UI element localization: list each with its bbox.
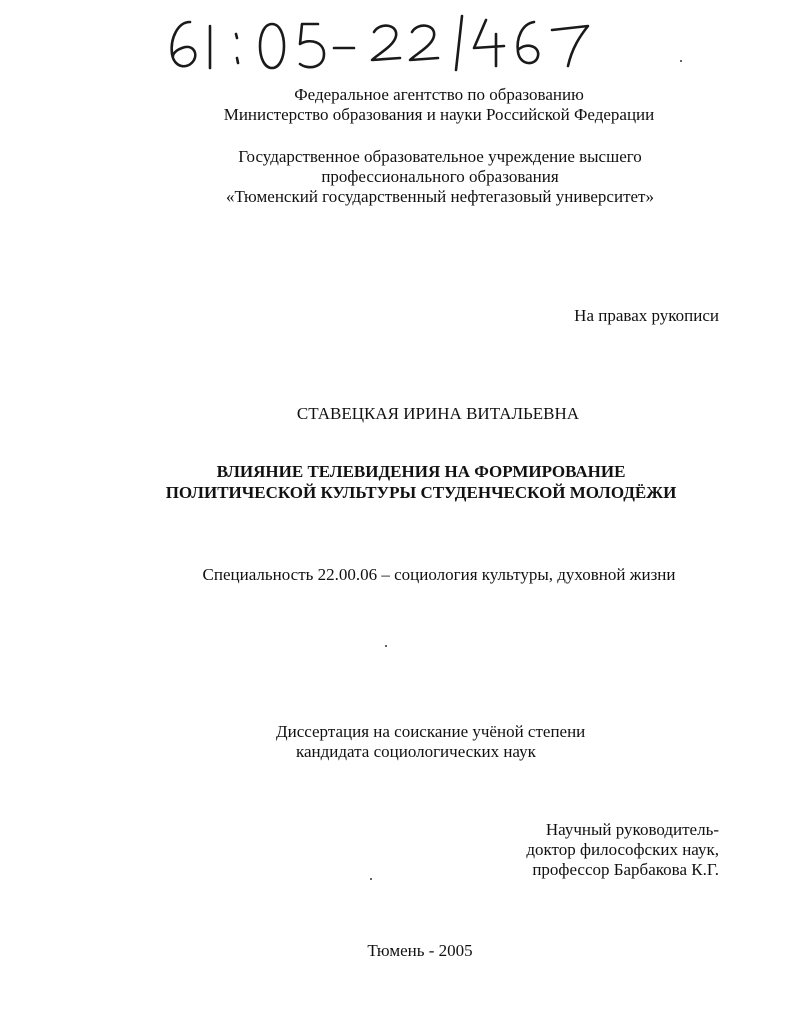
speck-mark (385, 645, 387, 647)
institution-line-3: «Тюменский государственный нефтегазовый университет» (226, 187, 654, 206)
advisor-line-1: Научный руководитель- (545, 820, 719, 839)
degree-statement (276, 722, 636, 762)
speck-mark (680, 60, 682, 62)
agency-header (0, 85, 799, 125)
advisor-line-2: доктор философских наук, (526, 840, 719, 859)
author-name: СТАВЕЦКАЯ ИРИНА ВИТАЛЬЕВНА (296, 404, 580, 423)
city-year: Тюмень - 2005 (367, 941, 473, 960)
institution-header (0, 147, 799, 207)
agency-line-1: Федеральное агентство по образованию (294, 85, 584, 104)
advisor-line-3: профессор Барбакова К.Г. (532, 860, 719, 879)
institution-line-2: профессионального образования (321, 167, 559, 186)
degree-line-2: кандидата социологических наук (296, 742, 536, 761)
title-line-2: ПОЛИТИЧЕСКОЙ КУЛЬТУРЫ СТУДЕНЧЕСКОЙ МОЛОДЁЖИ (165, 483, 677, 502)
dissertation-title (0, 461, 799, 503)
degree-line-1: Диссертация на соискание учёной степени (276, 722, 586, 741)
title-line-1: ВЛИЯНИЕ ТЕЛЕВИДЕНИЯ НА ФОРМИРОВАНИЕ (216, 462, 626, 481)
handwritten-archive-number (160, 8, 600, 78)
manuscript-note: На правах рукописи (574, 306, 719, 325)
speck-mark (370, 878, 372, 880)
institution-line-1: Государственное образовательное учреждение высшего (238, 147, 642, 166)
specialty-line: Специальность 22.00.06 – социология культуры, духовной жизни (202, 565, 676, 584)
agency-line-2: Министерство образования и науки Российской Федерации (223, 105, 655, 124)
scientific-advisor (480, 820, 719, 880)
